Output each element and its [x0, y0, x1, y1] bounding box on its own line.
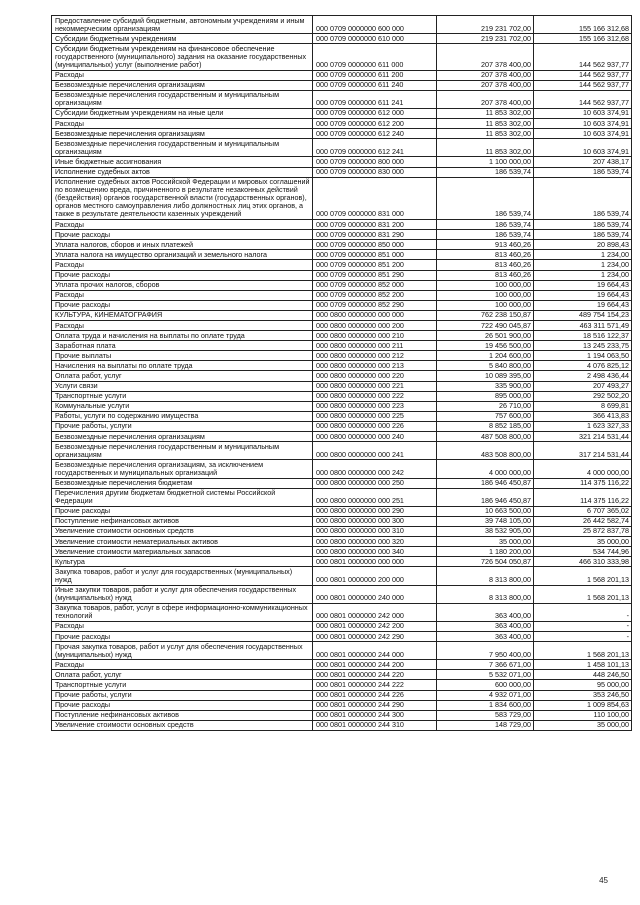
row-executed-amount-cell: 19 664,43 [534, 300, 632, 310]
row-planned-amount-cell: 207 378 400,00 [437, 80, 534, 90]
row-name-cell: Безвозмездные перечисления государственным и муниципальным организациям [52, 442, 313, 460]
row-executed-amount-cell: 19 664,43 [534, 290, 632, 300]
row-executed-amount-cell: 186 539,74 [534, 220, 632, 230]
row-name-cell: Транспортные услуги [52, 680, 313, 690]
row-code-cell: 000 0801 0000000 242 000 [313, 603, 437, 621]
row-planned-amount-cell: 813 460,26 [437, 250, 534, 260]
table-row [52, 680, 632, 690]
row-executed-amount-cell: 292 502,20 [534, 391, 632, 401]
table-row [52, 401, 632, 411]
row-planned-amount-cell: 26 501 900,00 [437, 331, 534, 341]
row-name-cell: Оплата труда и начисления на выплаты по оплате труда [52, 331, 313, 341]
row-planned-amount-cell: 5 532 071,00 [437, 670, 534, 680]
row-planned-amount-cell: 11 853 302,00 [437, 129, 534, 139]
table-row [52, 90, 632, 108]
row-executed-amount-cell: 114 375 116,22 [534, 478, 632, 488]
table-row [52, 700, 632, 710]
row-code-cell: 000 0709 0000000 830 000 [313, 167, 437, 177]
row-planned-amount-cell: 363 400,00 [437, 603, 534, 621]
row-code-cell: 000 0800 0000000 000 225 [313, 411, 437, 421]
row-name-cell: Перечисления другим бюджетам бюджетной системы Российской Федерации [52, 488, 313, 506]
row-executed-amount-cell: 317 214 531,44 [534, 442, 632, 460]
row-name-cell: Исполнение судебных актов Российской Федерации и мировых соглашений по возмещению вреда, причиненного в результате незаконных действий (бездействия) органов государственной власти (государственных органов), органов местного самоуправления либо должностных лиц этих органов, а также в результате деятельности казенных учреждений [52, 177, 313, 219]
table-row [52, 220, 632, 230]
row-planned-amount-cell: 583 729,00 [437, 710, 534, 720]
row-executed-amount-cell: 10 603 374,91 [534, 108, 632, 118]
row-name-cell: Безвозмездные перечисления бюджетам [52, 478, 313, 488]
row-executed-amount-cell: 1 234,00 [534, 270, 632, 280]
row-name-cell: Расходы [52, 220, 313, 230]
row-name-cell: Увеличение стоимости нематериальных активов [52, 537, 313, 547]
table-row [52, 331, 632, 341]
row-planned-amount-cell: 483 508 800,00 [437, 442, 534, 460]
row-executed-amount-cell: 10 603 374,91 [534, 119, 632, 129]
row-executed-amount-cell: 186 539,74 [534, 230, 632, 240]
row-name-cell: Начисления на выплаты по оплате труда [52, 361, 313, 371]
table-row [52, 280, 632, 290]
row-code-cell: 000 0709 0000000 612 200 [313, 119, 437, 129]
row-planned-amount-cell: 207 378 400,00 [437, 44, 534, 70]
table-row [52, 567, 632, 585]
row-name-cell: Расходы [52, 621, 313, 631]
row-planned-amount-cell: 726 504 050,87 [437, 557, 534, 567]
row-planned-amount-cell: 186 946 450,87 [437, 488, 534, 506]
row-planned-amount-cell: 913 460,26 [437, 240, 534, 250]
row-executed-amount-cell: 10 603 374,91 [534, 139, 632, 157]
row-executed-amount-cell: 6 707 365,02 [534, 506, 632, 516]
table-row [52, 537, 632, 547]
row-name-cell: Безвозмездные перечисления организациям, за исключением государственных и муниципальных организаций [52, 460, 313, 478]
row-code-cell: 000 0709 0000000 612 000 [313, 108, 437, 118]
row-code-cell: 000 0801 0000000 242 290 [313, 632, 437, 642]
row-planned-amount-cell: 100 000,00 [437, 290, 534, 300]
row-name-cell: Заработная плата [52, 341, 313, 351]
row-planned-amount-cell: 35 000,00 [437, 537, 534, 547]
row-executed-amount-cell: 8 699,81 [534, 401, 632, 411]
row-name-cell: Исполнение судебных актов [52, 167, 313, 177]
row-planned-amount-cell: 207 378 400,00 [437, 90, 534, 108]
table-row [52, 310, 632, 320]
row-name-cell: Иные бюджетные ассигнования [52, 157, 313, 167]
row-executed-amount-cell: 26 442 582,74 [534, 516, 632, 526]
row-planned-amount-cell: 10 089 395,00 [437, 371, 534, 381]
row-name-cell: Прочие работы, услуги [52, 690, 313, 700]
table-row [52, 108, 632, 118]
row-name-cell: Расходы [52, 260, 313, 270]
row-planned-amount-cell: 8 852 185,00 [437, 421, 534, 431]
row-code-cell: 000 0709 0000000 852 000 [313, 280, 437, 290]
row-executed-amount-cell: 4 076 825,12 [534, 361, 632, 371]
row-name-cell: Поступление нефинансовых активов [52, 710, 313, 720]
row-planned-amount-cell: 186 539,74 [437, 220, 534, 230]
row-name-cell: Уплата налога на имущество организаций и земельного налога [52, 250, 313, 260]
row-executed-amount-cell: 1 623 327,33 [534, 421, 632, 431]
row-planned-amount-cell: 813 460,26 [437, 260, 534, 270]
table-row [52, 341, 632, 351]
row-executed-amount-cell: 155 166 312,68 [534, 16, 632, 34]
row-planned-amount-cell: 895 000,00 [437, 391, 534, 401]
table-row [52, 411, 632, 421]
row-name-cell: Работы, услуги по содержанию имущества [52, 411, 313, 421]
row-code-cell: 000 0801 0000000 240 000 [313, 585, 437, 603]
row-executed-amount-cell: 207 438,17 [534, 157, 632, 167]
row-code-cell: 000 0709 0000000 831 000 [313, 177, 437, 219]
row-planned-amount-cell: 4 932 071,00 [437, 690, 534, 700]
row-executed-amount-cell: 2 498 436,44 [534, 371, 632, 381]
table-row [52, 70, 632, 80]
row-planned-amount-cell: 100 000,00 [437, 300, 534, 310]
row-planned-amount-cell: 4 000 000,00 [437, 460, 534, 478]
row-planned-amount-cell: 1 204 600,00 [437, 351, 534, 361]
table-row [52, 230, 632, 240]
row-code-cell: 000 0800 0000000 000 210 [313, 331, 437, 341]
row-name-cell: Субсидии бюджетным учреждениям [52, 34, 313, 44]
row-name-cell: Увеличение стоимости материальных запасов [52, 547, 313, 557]
row-code-cell: 000 0709 0000000 831 200 [313, 220, 437, 230]
row-code-cell: 000 0801 0000000 244 310 [313, 720, 437, 730]
row-planned-amount-cell: 186 539,74 [437, 230, 534, 240]
row-code-cell: 000 0800 0000000 000 212 [313, 351, 437, 361]
row-planned-amount-cell: 38 532 905,00 [437, 526, 534, 536]
row-name-cell: Прочие выплаты [52, 351, 313, 361]
row-executed-amount-cell: - [534, 603, 632, 621]
row-planned-amount-cell: 600 000,00 [437, 680, 534, 690]
row-code-cell: 000 0709 0000000 800 000 [313, 157, 437, 167]
row-planned-amount-cell: 722 490 045,87 [437, 321, 534, 331]
row-executed-amount-cell: 13 245 233,75 [534, 341, 632, 351]
row-planned-amount-cell: 813 460,26 [437, 270, 534, 280]
row-executed-amount-cell: 35 000,00 [534, 537, 632, 547]
row-code-cell: 000 0800 0000000 000 000 [313, 310, 437, 320]
row-planned-amount-cell: 1 834 600,00 [437, 700, 534, 710]
row-planned-amount-cell: 1 180 200,00 [437, 547, 534, 557]
row-planned-amount-cell: 219 231 702,00 [437, 16, 534, 34]
row-executed-amount-cell: - [534, 621, 632, 631]
row-planned-amount-cell: 219 231 702,00 [437, 34, 534, 44]
row-executed-amount-cell: 463 311 571,49 [534, 321, 632, 331]
table-row [52, 381, 632, 391]
row-name-cell: Расходы [52, 119, 313, 129]
row-planned-amount-cell: 186 946 450,87 [437, 478, 534, 488]
row-executed-amount-cell: 1 234,00 [534, 260, 632, 270]
table-row [52, 34, 632, 44]
row-name-cell: Прочие расходы [52, 270, 313, 280]
row-name-cell: Увеличение стоимости основных средств [52, 526, 313, 536]
table-row [52, 270, 632, 280]
table-row [52, 632, 632, 642]
row-executed-amount-cell: 155 166 312,68 [534, 34, 632, 44]
row-name-cell: Услуги связи [52, 381, 313, 391]
row-code-cell: 000 0709 0000000 851 290 [313, 270, 437, 280]
row-planned-amount-cell: 5 840 800,00 [437, 361, 534, 371]
row-executed-amount-cell: 207 493,27 [534, 381, 632, 391]
row-code-cell: 000 0709 0000000 850 000 [313, 240, 437, 250]
row-planned-amount-cell: 148 729,00 [437, 720, 534, 730]
row-executed-amount-cell: 35 000,00 [534, 720, 632, 730]
row-executed-amount-cell: 10 603 374,91 [534, 129, 632, 139]
row-code-cell: 000 0801 0000000 244 222 [313, 680, 437, 690]
row-code-cell: 000 0801 0000000 244 200 [313, 660, 437, 670]
table-row [52, 421, 632, 431]
row-planned-amount-cell: 11 853 302,00 [437, 119, 534, 129]
row-code-cell: 000 0800 0000000 000 250 [313, 478, 437, 488]
row-code-cell: 000 0709 0000000 831 290 [313, 230, 437, 240]
row-executed-amount-cell: 144 562 937,77 [534, 70, 632, 80]
row-code-cell: 000 0800 0000000 000 222 [313, 391, 437, 401]
table-row [52, 157, 632, 167]
table-row [52, 442, 632, 460]
row-name-cell: Расходы [52, 321, 313, 331]
table-row [52, 621, 632, 631]
row-name-cell: Закупка товаров, работ и услуг для государственных (муниципальных) нужд [52, 567, 313, 585]
row-code-cell: 000 0709 0000000 611 000 [313, 44, 437, 70]
row-planned-amount-cell: 7 366 671,00 [437, 660, 534, 670]
table-row [52, 603, 632, 621]
row-executed-amount-cell: 466 310 333,98 [534, 557, 632, 567]
table-row [52, 300, 632, 310]
row-name-cell: Оплата работ, услуг [52, 670, 313, 680]
row-executed-amount-cell: 95 000,00 [534, 680, 632, 690]
table-row [52, 720, 632, 730]
row-name-cell: Закупка товаров, работ, услуг в сфере информационно-коммуникационных технологий [52, 603, 313, 621]
row-executed-amount-cell: 321 214 531,44 [534, 432, 632, 442]
row-planned-amount-cell: 757 600,00 [437, 411, 534, 421]
table-row [52, 361, 632, 371]
row-name-cell: Прочие работы, услуги [52, 421, 313, 431]
row-planned-amount-cell: 186 539,74 [437, 167, 534, 177]
row-planned-amount-cell: 100 000,00 [437, 280, 534, 290]
row-executed-amount-cell: 1 568 201,13 [534, 567, 632, 585]
row-executed-amount-cell: 1 568 201,13 [534, 642, 632, 660]
row-executed-amount-cell: - [534, 632, 632, 642]
row-code-cell: 000 0800 0000000 000 220 [313, 371, 437, 381]
table-row [52, 506, 632, 516]
budget-table-body [52, 16, 632, 731]
row-name-cell: Увеличение стоимости основных средств [52, 720, 313, 730]
table-row [52, 260, 632, 270]
row-name-cell: Предоставление субсидий бюджетным, автономным учреждениям и иным некоммерческим организациям [52, 16, 313, 34]
row-name-cell: Безвозмездные перечисления организациям [52, 432, 313, 442]
row-executed-amount-cell: 186 539,74 [534, 177, 632, 219]
row-code-cell: 000 0800 0000000 000 211 [313, 341, 437, 351]
table-row [52, 167, 632, 177]
row-planned-amount-cell: 335 900,00 [437, 381, 534, 391]
row-name-cell: Безвозмездные перечисления организациям [52, 129, 313, 139]
table-row [52, 119, 632, 129]
row-name-cell: Субсидии бюджетным учреждениям на финансовое обеспечение государственного (муниципального) задания на оказание государственных (муниципальных) услуг (выполнение работ) [52, 44, 313, 70]
row-name-cell: Коммунальные услуги [52, 401, 313, 411]
row-name-cell: Прочие расходы [52, 230, 313, 240]
row-code-cell: 000 0801 0000000 244 000 [313, 642, 437, 660]
row-code-cell: 000 0709 0000000 851 200 [313, 260, 437, 270]
page-number: 45 [599, 876, 608, 885]
row-code-cell: 000 0709 0000000 611 200 [313, 70, 437, 80]
row-planned-amount-cell: 186 539,74 [437, 177, 534, 219]
row-code-cell: 000 0709 0000000 600 000 [313, 16, 437, 34]
row-code-cell: 000 0801 0000000 242 200 [313, 621, 437, 631]
row-code-cell: 000 0801 0000000 000 000 [313, 557, 437, 567]
row-name-cell: Прочие расходы [52, 632, 313, 642]
row-planned-amount-cell: 1 100 000,00 [437, 157, 534, 167]
row-code-cell: 000 0801 0000000 244 220 [313, 670, 437, 680]
table-row [52, 290, 632, 300]
row-planned-amount-cell: 39 748 105,00 [437, 516, 534, 526]
row-code-cell: 000 0709 0000000 851 000 [313, 250, 437, 260]
row-code-cell: 000 0709 0000000 612 240 [313, 129, 437, 139]
row-name-cell: Расходы [52, 290, 313, 300]
row-name-cell: Прочие расходы [52, 506, 313, 516]
row-planned-amount-cell: 487 508 800,00 [437, 432, 534, 442]
table-row [52, 240, 632, 250]
row-name-cell: Иные закупки товаров, работ и услуг для обеспечения государственных (муниципальных) нужд [52, 585, 313, 603]
row-name-cell: Поступление нефинансовых активов [52, 516, 313, 526]
row-name-cell: КУЛЬТУРА, КИНЕМАТОГРАФИЯ [52, 310, 313, 320]
table-row [52, 139, 632, 157]
row-executed-amount-cell: 25 872 837,78 [534, 526, 632, 536]
row-name-cell: Расходы [52, 70, 313, 80]
row-code-cell: 000 0801 0000000 244 290 [313, 700, 437, 710]
table-row [52, 44, 632, 70]
row-executed-amount-cell: 366 413,83 [534, 411, 632, 421]
row-executed-amount-cell: 144 562 937,77 [534, 44, 632, 70]
row-name-cell: Уплата налогов, сборов и иных платежей [52, 240, 313, 250]
table-row [52, 660, 632, 670]
row-code-cell: 000 0709 0000000 611 241 [313, 90, 437, 108]
table-row [52, 690, 632, 700]
row-code-cell: 000 0709 0000000 612 241 [313, 139, 437, 157]
row-executed-amount-cell: 1 194 063,50 [534, 351, 632, 361]
row-code-cell: 000 0800 0000000 000 290 [313, 506, 437, 516]
row-code-cell: 000 0800 0000000 000 242 [313, 460, 437, 478]
row-code-cell: 000 0709 0000000 610 000 [313, 34, 437, 44]
table-row [52, 585, 632, 603]
row-code-cell: 000 0800 0000000 000 241 [313, 442, 437, 460]
row-executed-amount-cell: 110 100,00 [534, 710, 632, 720]
row-code-cell: 000 0800 0000000 000 221 [313, 381, 437, 391]
row-planned-amount-cell: 363 400,00 [437, 632, 534, 642]
row-name-cell: Оплата работ, услуг [52, 371, 313, 381]
row-code-cell: 000 0709 0000000 611 240 [313, 80, 437, 90]
row-executed-amount-cell: 353 246,50 [534, 690, 632, 700]
row-planned-amount-cell: 11 853 302,00 [437, 108, 534, 118]
row-executed-amount-cell: 144 562 937,77 [534, 80, 632, 90]
row-code-cell: 000 0800 0000000 000 226 [313, 421, 437, 431]
row-executed-amount-cell: 186 539,74 [534, 167, 632, 177]
row-code-cell: 000 0800 0000000 000 223 [313, 401, 437, 411]
table-row [52, 670, 632, 680]
row-planned-amount-cell: 19 456 500,00 [437, 341, 534, 351]
row-executed-amount-cell: 448 246,50 [534, 670, 632, 680]
row-planned-amount-cell: 10 663 500,00 [437, 506, 534, 516]
row-code-cell: 000 0800 0000000 000 240 [313, 432, 437, 442]
table-row [52, 80, 632, 90]
row-code-cell: 000 0800 0000000 000 340 [313, 547, 437, 557]
row-executed-amount-cell: 1 234,00 [534, 250, 632, 260]
row-name-cell: Культура [52, 557, 313, 567]
row-planned-amount-cell: 207 378 400,00 [437, 70, 534, 80]
row-code-cell: 000 0801 0000000 244 226 [313, 690, 437, 700]
row-code-cell: 000 0801 0000000 200 000 [313, 567, 437, 585]
row-planned-amount-cell: 762 238 150,87 [437, 310, 534, 320]
budget-table [51, 15, 632, 731]
row-code-cell: 000 0800 0000000 000 300 [313, 516, 437, 526]
table-row [52, 488, 632, 506]
row-code-cell: 000 0800 0000000 000 320 [313, 537, 437, 547]
row-executed-amount-cell: 1 568 201,13 [534, 585, 632, 603]
row-planned-amount-cell: 26 710,00 [437, 401, 534, 411]
row-name-cell: Прочая закупка товаров, работ и услуг для обеспечения государственных (муниципальных) нужд [52, 642, 313, 660]
row-name-cell: Субсидии бюджетным учреждениям на иные цели [52, 108, 313, 118]
row-name-cell: Прочие расходы [52, 300, 313, 310]
row-planned-amount-cell: 8 313 800,00 [437, 585, 534, 603]
table-row [52, 321, 632, 331]
row-code-cell: 000 0709 0000000 852 200 [313, 290, 437, 300]
row-executed-amount-cell: 534 744,96 [534, 547, 632, 557]
row-name-cell: Прочие расходы [52, 700, 313, 710]
row-name-cell: Безвозмездные перечисления государственным и муниципальным организациям [52, 90, 313, 108]
row-executed-amount-cell: 489 754 154,23 [534, 310, 632, 320]
table-row [52, 557, 632, 567]
row-executed-amount-cell: 18 516 122,37 [534, 331, 632, 341]
row-code-cell: 000 0800 0000000 000 310 [313, 526, 437, 536]
table-row [52, 391, 632, 401]
table-row [52, 478, 632, 488]
row-name-cell: Уплата прочих налогов, сборов [52, 280, 313, 290]
row-executed-amount-cell: 4 000 000,00 [534, 460, 632, 478]
row-planned-amount-cell: 11 853 302,00 [437, 139, 534, 157]
row-code-cell: 000 0800 0000000 000 200 [313, 321, 437, 331]
row-executed-amount-cell: 20 898,43 [534, 240, 632, 250]
table-row [52, 351, 632, 361]
table-row [52, 547, 632, 557]
report-sheet [51, 15, 629, 731]
row-name-cell: Расходы [52, 660, 313, 670]
table-row [52, 432, 632, 442]
row-code-cell: 000 0800 0000000 000 251 [313, 488, 437, 506]
table-row [52, 526, 632, 536]
row-code-cell: 000 0709 0000000 852 290 [313, 300, 437, 310]
row-planned-amount-cell: 7 950 400,00 [437, 642, 534, 660]
row-code-cell: 000 0801 0000000 244 300 [313, 710, 437, 720]
row-executed-amount-cell: 114 375 116,22 [534, 488, 632, 506]
table-row [52, 371, 632, 381]
table-row [52, 129, 632, 139]
table-row [52, 516, 632, 526]
table-row [52, 16, 632, 34]
row-name-cell: Транспортные услуги [52, 391, 313, 401]
row-name-cell: Безвозмездные перечисления организациям [52, 80, 313, 90]
row-planned-amount-cell: 8 313 800,00 [437, 567, 534, 585]
table-row [52, 710, 632, 720]
table-row [52, 250, 632, 260]
table-row [52, 460, 632, 478]
table-row [52, 642, 632, 660]
row-code-cell: 000 0800 0000000 000 213 [313, 361, 437, 371]
table-row [52, 177, 632, 219]
row-executed-amount-cell: 144 562 937,77 [534, 90, 632, 108]
row-executed-amount-cell: 1 009 854,63 [534, 700, 632, 710]
row-planned-amount-cell: 363 400,00 [437, 621, 534, 631]
row-executed-amount-cell: 19 664,43 [534, 280, 632, 290]
row-executed-amount-cell: 1 458 101,13 [534, 660, 632, 670]
row-name-cell: Безвозмездные перечисления государственным и муниципальным организациям [52, 139, 313, 157]
